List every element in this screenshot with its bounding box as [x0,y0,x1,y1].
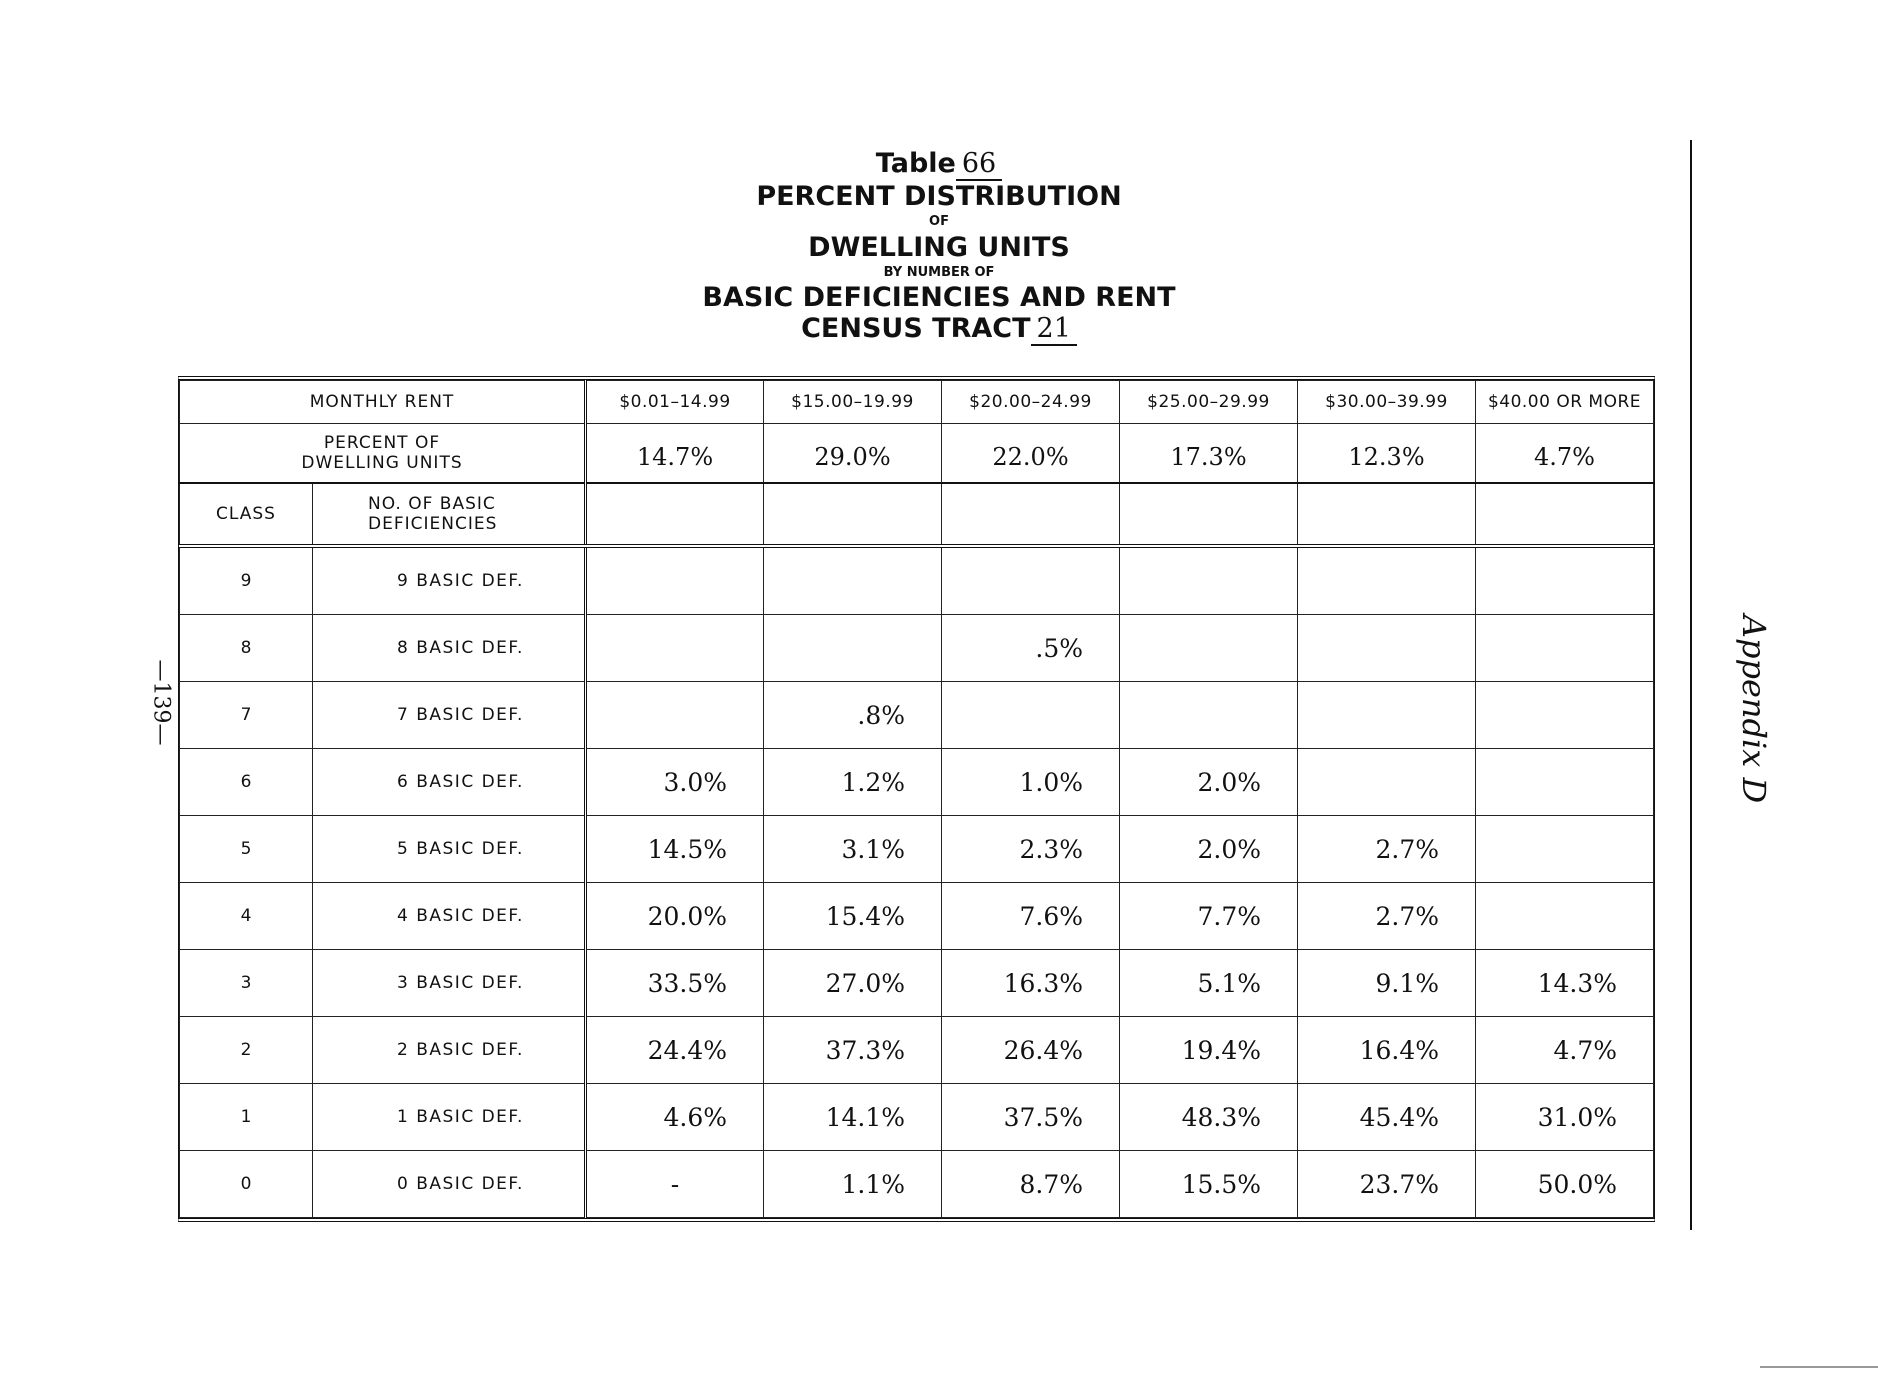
percent-label-line-1: PERCENT OF [323,433,441,453]
distribution-table [178,376,1655,1222]
percent-cell: 1.1% [764,1151,942,1218]
table-row [180,749,1654,816]
percent-cell: 50.0% [1476,1151,1654,1218]
percent-cell [764,615,942,682]
title-line-4: BY NUMBER OF [883,264,995,280]
header-row-percent [180,424,1654,484]
margin-rule [1690,140,1692,1230]
table-row [180,1151,1654,1218]
percent-cell [1298,749,1476,816]
percent-cell [1120,682,1298,749]
percent-cell: .8% [764,682,942,749]
table-row [180,682,1654,749]
deficiency-label-cell: 6 BASIC DEF. [313,749,586,816]
rent-range-header: $25.00–29.99 [1120,381,1298,424]
percent-cell: 24.4% [586,1017,764,1084]
percent-cell [1298,682,1476,749]
percent-cell: 16.3% [942,950,1120,1017]
percent-cell [1476,615,1654,682]
table-row [180,816,1654,883]
page-number: —139— [148,659,174,746]
percent-cell: 20.0% [586,883,764,950]
percent-cell: 31.0% [1476,1084,1654,1151]
census-tract-line [0,313,1878,346]
percent-of-units-value: 4.7% [1476,424,1654,484]
deficiency-label-cell: 3 BASIC DEF. [313,950,586,1017]
table-row [180,950,1654,1017]
percent-cell [1476,816,1654,883]
percent-cell [1120,615,1298,682]
percent-cell: 2.0% [1120,749,1298,816]
title-line-5: BASIC DEFICIENCIES AND RENT [702,282,1176,314]
class-cell: 1 [180,1084,313,1151]
percent-cell [1476,883,1654,950]
percent-cell [1476,546,1654,615]
percent-cell [586,682,764,749]
header-row-monthly-rent [180,381,1654,424]
rent-range-header: $0.01–14.99 [586,381,764,424]
deficiency-label-cell: 8 BASIC DEF. [313,615,586,682]
percent-cell [1120,546,1298,615]
title-line-3: DWELLING UNITS [808,231,1070,263]
class-cell: 4 [180,883,313,950]
percent-of-units-value: 29.0% [764,424,942,484]
deficiency-label-cell: 0 BASIC DEF. [313,1151,586,1218]
rent-range-header: $40.00 OR MORE [1476,381,1654,424]
percent-cell: 19.4% [1120,1017,1298,1084]
deficiencies-label [313,483,586,546]
percent-cell [1476,682,1654,749]
percent-of-units-value: 17.3% [1120,424,1298,484]
table-row [180,615,1654,682]
percent-cell: 2.7% [1298,816,1476,883]
percent-cell: .5% [942,615,1120,682]
percent-cell: 4.7% [1476,1017,1654,1084]
percent-cell: 1.2% [764,749,942,816]
class-cell: 2 [180,1017,313,1084]
empty-header-cell [1476,483,1654,546]
census-label: CENSUS TRACT [801,313,1031,345]
percent-cell: 1.0% [942,749,1120,816]
empty-header-cell [764,483,942,546]
deficiency-label-cell: 1 BASIC DEF. [313,1084,586,1151]
percent-cell: 33.5% [586,950,764,1017]
percent-cell: 48.3% [1120,1084,1298,1151]
class-cell: 6 [180,749,313,816]
percent-cell: 14.5% [586,816,764,883]
empty-header-cell [1120,483,1298,546]
table-row [180,546,1654,615]
percent-of-units-value: 12.3% [1298,424,1476,484]
empty-header-cell [942,483,1120,546]
class-cell: 3 [180,950,313,1017]
percent-cell [586,615,764,682]
table-title-block [0,148,1878,346]
percent-cell: 14.3% [1476,950,1654,1017]
percent-cell [942,546,1120,615]
table-label: Table [875,148,956,179]
percent-cell: 16.4% [1298,1017,1476,1084]
deficiencies-label-line-1: NO. OF BASIC [368,494,496,514]
percent-cell: 45.4% [1298,1084,1476,1151]
percent-cell [586,546,764,615]
percent-cell: 2.3% [942,816,1120,883]
percent-cell: 7.6% [942,883,1120,950]
percent-cell: 2.7% [1298,883,1476,950]
percent-cell: 2.0% [1120,816,1298,883]
class-cell: 0 [180,1151,313,1218]
appendix-label: Appendix D [1735,614,1774,804]
percent-cell [1298,546,1476,615]
deficiency-label-cell: 5 BASIC DEF. [313,816,586,883]
percent-cell: 3.1% [764,816,942,883]
percent-cell: 23.7% [1298,1151,1476,1218]
monthly-rent-label: MONTHLY RENT [180,381,586,424]
deficiency-label-cell: 9 BASIC DEF. [313,546,586,615]
percent-cell: 26.4% [942,1017,1120,1084]
table-title [0,148,1878,181]
table-row [180,1084,1654,1151]
deficiency-label-cell: 7 BASIC DEF. [313,682,586,749]
percent-cell: 27.0% [764,950,942,1017]
rent-range-header: $15.00–19.99 [764,381,942,424]
empty-header-cell [1298,483,1476,546]
percent-cell: 8.7% [942,1151,1120,1218]
census-number: 21 [1031,313,1077,346]
percent-cell: 4.6% [586,1084,764,1151]
percent-cell [1298,615,1476,682]
percent-cell: 5.1% [1120,950,1298,1017]
deficiencies-label-line-2: DEFICIENCIES [368,514,498,534]
percent-cell [1476,749,1654,816]
header-row-class [180,483,1654,546]
class-cell: 8 [180,615,313,682]
percent-cell: 3.0% [586,749,764,816]
percent-of-units-value: 14.7% [586,424,764,484]
percent-cell: - [586,1151,764,1218]
title-line-2: OF [929,214,949,230]
percent-label [180,424,586,484]
table-row [180,883,1654,950]
class-cell: 9 [180,546,313,615]
empty-header-cell [586,483,764,546]
class-label: CLASS [180,483,313,546]
class-cell: 7 [180,682,313,749]
class-cell: 5 [180,816,313,883]
percent-cell: 37.3% [764,1017,942,1084]
deficiency-label-cell: 4 BASIC DEF. [313,883,586,950]
rent-range-header: $30.00–39.99 [1298,381,1476,424]
percent-cell [942,682,1120,749]
deficiency-label-cell: 2 BASIC DEF. [313,1017,586,1084]
title-line-1: PERCENT DISTRIBUTION [756,181,1122,213]
percent-of-units-value: 22.0% [942,424,1120,484]
percent-label-line-2: DWELLING UNITS [301,453,463,473]
rent-range-header: $20.00–24.99 [942,381,1120,424]
corner-rule [1760,1366,1878,1368]
table-row [180,1017,1654,1084]
percent-cell: 15.5% [1120,1151,1298,1218]
percent-cell: 37.5% [942,1084,1120,1151]
percent-cell: 15.4% [764,883,942,950]
table-number: 66 [956,148,1002,181]
percent-cell [764,546,942,615]
percent-cell: 7.7% [1120,883,1298,950]
percent-cell: 14.1% [764,1084,942,1151]
percent-cell: 9.1% [1298,950,1476,1017]
